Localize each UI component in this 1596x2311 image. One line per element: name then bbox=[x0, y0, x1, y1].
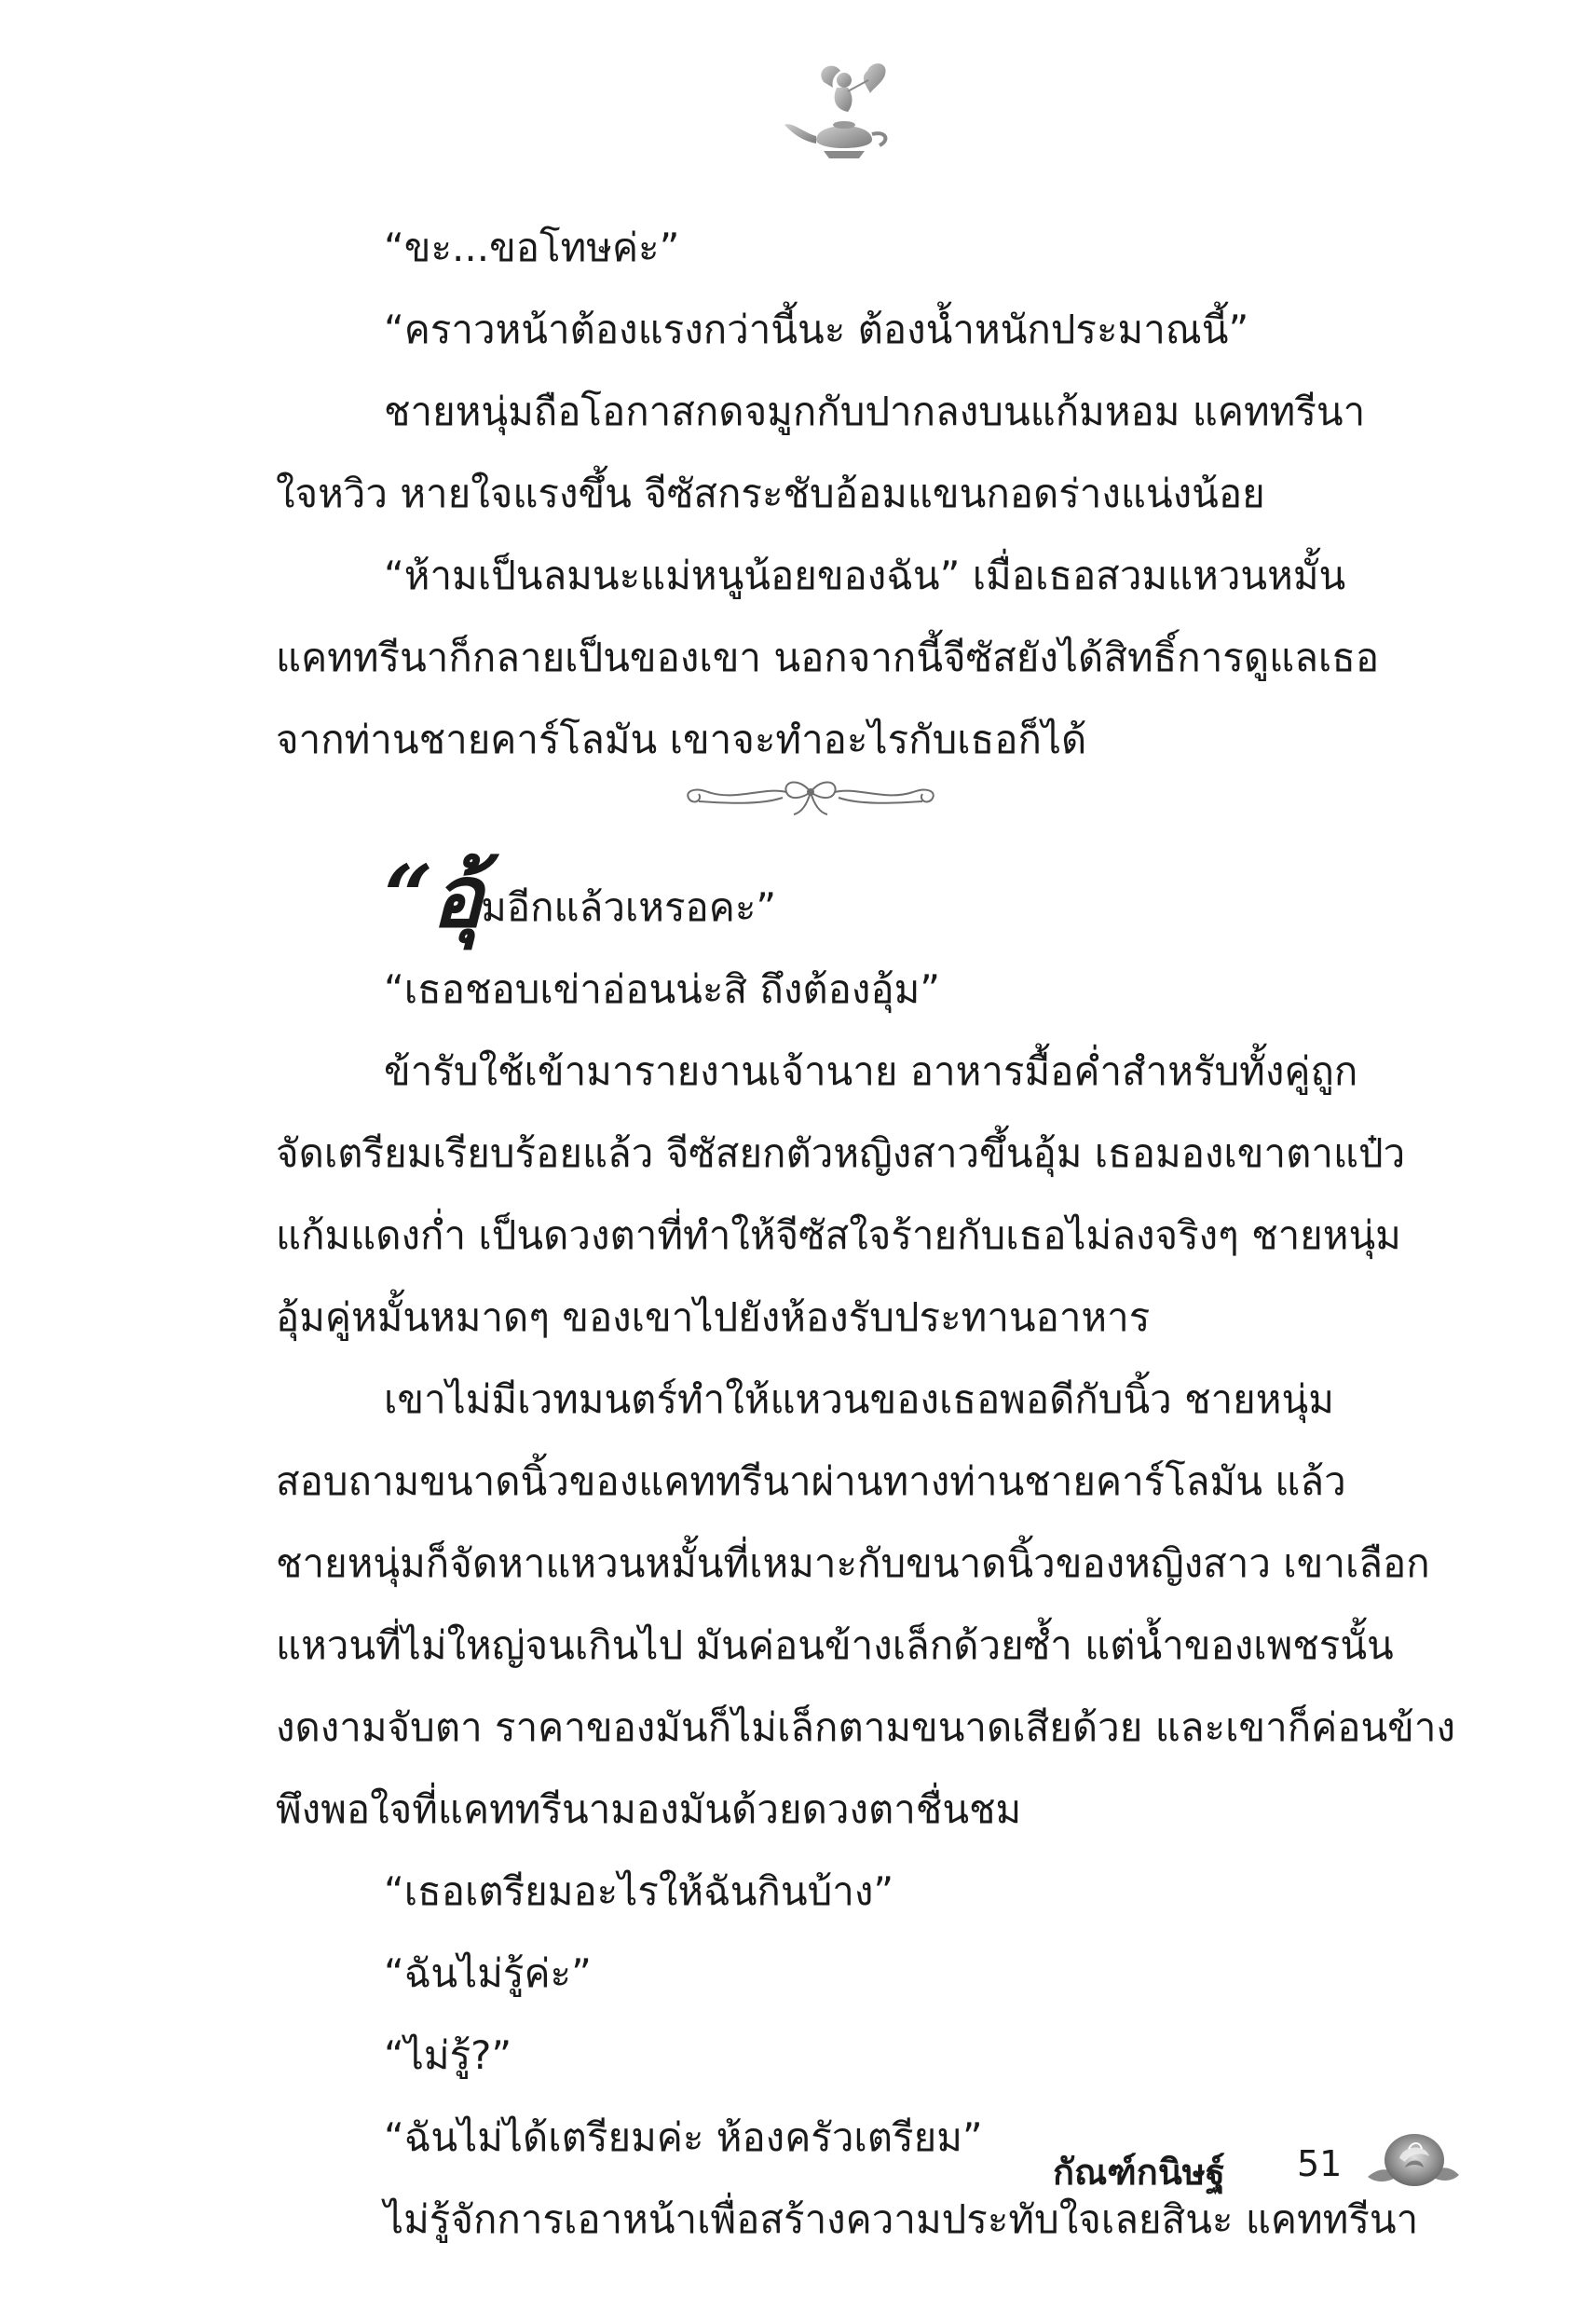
paragraph-line: แคททรีนาก็กลายเป็นของเขา นอกจากนี้จีซัสยังได้สิทธิ์การดูแลเธอ bbox=[276, 635, 1380, 680]
paragraph-line: ชายหนุ่มก็จัดหาแหวนหมั้นที่เหมาะกับขนาดนิ้วของหญิงสาว เขาเลือก bbox=[276, 1540, 1430, 1586]
dialogue-line: “เธอชอบเข่าอ่อนน่ะสิ ถึงต้องอุ้ม” bbox=[384, 966, 941, 1012]
paragraph-line: พึงพอใจที่แคททรีนามองมันด้วยดวงตาชื่นชม bbox=[276, 1786, 1022, 1832]
text-block-top bbox=[276, 207, 1409, 781]
paragraph-line: แหวนที่ไม่ใหญ่จนเกินไป มันค่อนข้างเล็กด้วยซ้ำ แต่น้ำของเพชรนั้น bbox=[276, 1622, 1394, 1668]
text-block-bottom bbox=[276, 846, 1455, 2261]
paragraph-line: สอบถามขนาดนิ้วของแคททรีนาผ่านทางท่านชายคาร์โลมัน แล้ว bbox=[276, 1458, 1346, 1504]
dialogue-line: “เธอเตรียมอะไรให้ฉันกินบ้าง” bbox=[384, 1868, 894, 1914]
drop-cap: “อุ้ bbox=[384, 846, 482, 947]
paragraph-line: “ห้ามเป็นลมนะแม่หนูน้อยของฉัน” เมื่อเธอสวมแหวนหมั้น bbox=[384, 553, 1346, 598]
paragraph-line: แก้มแดงก่ำ เป็นดวงตาที่ทำให้จีซัสใจร้ายกับเธอไม่ลงจริงๆ ชายหนุ่ม bbox=[276, 1212, 1401, 1258]
paragraph-line: ชายหนุ่มถือโอกาสกดจมูกกับปากลงบนแก้มหอม แคททรีนา bbox=[384, 389, 1366, 434]
rose-icon bbox=[1362, 2121, 1465, 2195]
opening-line-rest: มอีกแล้วเหรอคะ” bbox=[481, 884, 777, 930]
paragraph-line: อุ้มคู่หมั้นหมาดๆ ของเขาไปยังห้องรับประทานอาหาร bbox=[276, 1294, 1151, 1340]
paragraph-line: ข้ารับใช้เข้ามารายงานเจ้านาย อาหารมื้อค่ำสำหรับทั้งคู่ถูก bbox=[384, 1048, 1358, 1094]
page-number: 51 bbox=[1297, 2143, 1343, 2184]
paragraph-line: ไม่รู้จักการเอาหน้าเพื่อสร้างความประทับใจเลยสินะ แคททรีนา bbox=[384, 2196, 1419, 2242]
paragraph-line: เขาไม่มีเวทมนตร์ทำให้แหวนของเธอพอดีกับนิ้ว ชายหนุ่ม bbox=[384, 1376, 1334, 1422]
paragraph-line: งดงามจับตา ราคาของมันก็ไม่เล็กตามขนาดเสียด้วย และเขาก็ค่อนข้าง bbox=[276, 1704, 1455, 1750]
dialogue-line: “ขะ...ขอโทษค่ะ” bbox=[384, 225, 680, 270]
paragraph-line: จากท่านชายคาร์โลมัน เขาจะทำอะไรกับเธอก็ได้ bbox=[276, 717, 1087, 762]
dialogue-line: “ฉันไม่รู้ค่ะ” bbox=[384, 1950, 592, 1996]
paragraph-line: จัดเตรียมเรียบร้อยแล้ว จีซัสยกตัวหญิงสาวขึ้นอุ้ม เธอมองเขาตาแป๋ว bbox=[276, 1130, 1406, 1176]
paragraph-line: ใจหวิว หายใจแรงขึ้น จีซัสกระชับอ้อมแขนกอดร่างแน่งน้อย bbox=[276, 471, 1265, 516]
dialogue-line: “คราวหน้าต้องแรงกว่านี้นะ ต้องน้ำหนักประมาณนี้” bbox=[384, 307, 1249, 352]
cupid-teapot-ornament-icon bbox=[779, 54, 909, 175]
running-footer-title: กัณฑ์กนิษฐ์ bbox=[1053, 2152, 1225, 2193]
opening-line bbox=[276, 846, 1409, 949]
dialogue-line: “ไม่รู้?” bbox=[384, 2032, 512, 2078]
dialogue-line: “ฉันไม่ได้เตรียมค่ะ ห้องครัวเตรียม” bbox=[384, 2114, 983, 2160]
flourish-divider-icon bbox=[671, 764, 950, 822]
